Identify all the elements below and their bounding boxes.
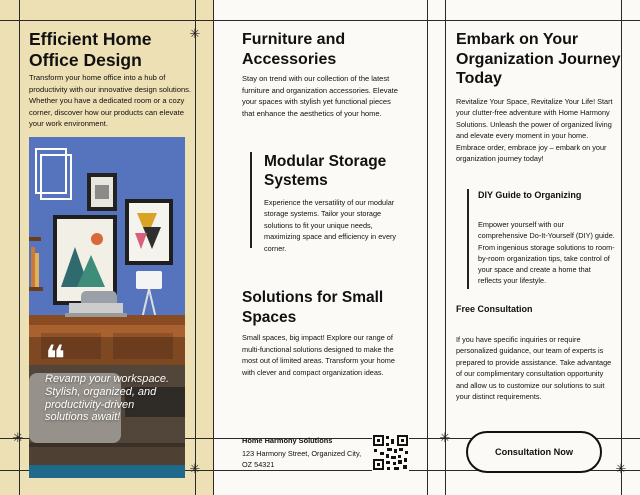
photo-caption: Revamp your workspace. Stylish, organized, and productivity-driven solutions await! xyxy=(45,373,170,424)
furniture-section-body: Stay on trend with our collection of the latest furniture and organization accessories. Elevate your spaces with stylish yet functional pieces that enhance the aesthetics of your home. xyxy=(242,74,398,118)
left-panel-body: Transform your home office into a hub of productivity with our innovative design solutions. Whether you have a dedicated room or a cozy corner, discover how our products can elevate your work environment. xyxy=(29,73,192,128)
sparkle-icon: ✳ xyxy=(189,27,201,42)
grid-line xyxy=(445,0,446,495)
left-panel-title: Efficient Home Office Design xyxy=(29,29,152,70)
furniture-section-title: Furniture and Accessories xyxy=(242,31,346,68)
grid-line xyxy=(19,0,20,495)
modular-storage-title: Modular Storage Systems xyxy=(264,153,387,189)
sparkle-icon: ✳ xyxy=(189,462,201,477)
accent-bar xyxy=(467,189,469,289)
sparkle-icon: ✳ xyxy=(439,431,451,446)
consultation-body: If you have specific inquiries or require personalized guidance, our team of experts is prepared to provide assistance. Take advantage of our complimentary consultation opportunity and allow us to customize our solutions to suit your distinct requirements. xyxy=(456,335,612,402)
qr-code-icon xyxy=(372,434,409,471)
right-panel-intro: Revitalize Your Space, Revitalize Your Life! Start your clutter-free adventure with Home Harmony Solutions. Unleash the power of organized living and elevate every moment in your home. Embrace order, embrace joy – embark on your organization journey today! xyxy=(456,97,613,164)
sparkle-icon: ✳ xyxy=(12,431,24,446)
diy-guide-title: DIY Guide to Organizing xyxy=(478,190,582,200)
consultation-now-button[interactable]: Consultation Now xyxy=(466,431,602,473)
company-name: Home Harmony Solutions xyxy=(242,436,333,445)
company-address: 123 Harmony Street, Organized City, OZ 54321 xyxy=(242,449,362,469)
consultation-title: Free Consultation xyxy=(456,304,533,314)
accent-bar xyxy=(250,152,252,248)
small-spaces-body: Small spaces, big impact! Explore our range of multi-functional solutions designed to make the most out of limited areas. Transform your home with clever and compact organization ideas. xyxy=(242,333,395,377)
panel-divider xyxy=(213,0,214,495)
small-spaces-title: Solutions for Small Spaces xyxy=(242,289,384,326)
modular-storage-body: Experience the versatility of our modular storage systems. Tailor your storage solutions to fit your unique needs, maximizing space and efficiency in every corner. xyxy=(264,198,397,253)
sparkle-icon: ✳ xyxy=(615,462,627,477)
office-illustration xyxy=(29,137,185,478)
quote-icon: ❝ xyxy=(45,337,66,381)
grid-line xyxy=(0,20,640,21)
right-panel-title: Embark on Your Organization Journey Today xyxy=(456,31,621,87)
office-photo xyxy=(29,137,185,478)
panel-divider xyxy=(427,0,428,495)
diy-guide-body: Empower yourself with our comprehensive Do-It-Yourself (DIY) guide. From ingenious storage solutions to room-by-room organization tips, take control of your space and create a home that reflects your lifestyle. xyxy=(478,220,615,286)
